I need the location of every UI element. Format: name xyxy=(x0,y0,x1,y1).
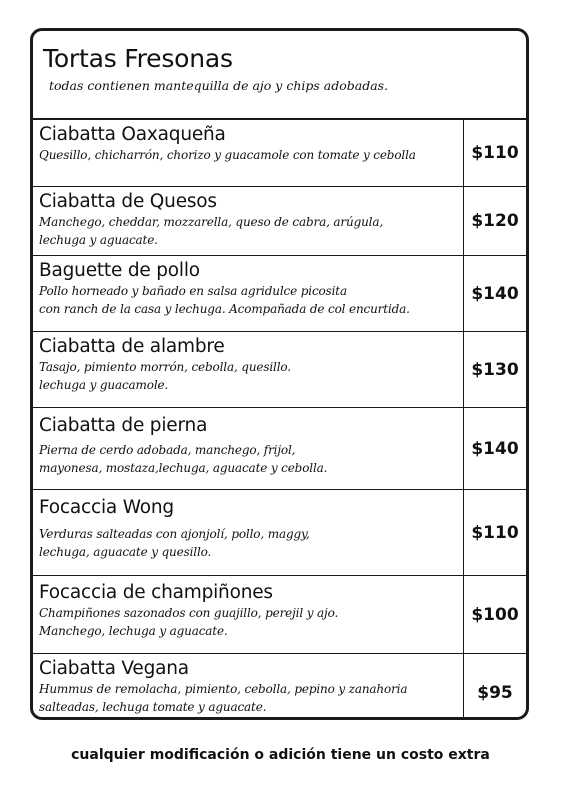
item-description: Verduras salteadas con ajonjolí, pollo, maggy, xyxy=(39,527,310,541)
item-name: Baguette de pollo xyxy=(39,260,200,281)
menu-row-ciabatta-de-alambre xyxy=(33,332,526,408)
item-cell xyxy=(33,120,464,186)
item-cell xyxy=(33,256,464,331)
item-cell xyxy=(33,408,464,489)
item-description: Manchego, lechuga y aguacate. xyxy=(39,624,228,638)
menu-subtitle: todas contienen mantequilla de ajo y chips adobadas. xyxy=(49,78,389,93)
item-description: lechuga, aguacate y quesillo. xyxy=(39,545,212,559)
item-description: lechuga y guacamole. xyxy=(39,378,169,392)
item-price: $140 xyxy=(471,283,519,304)
item-price: $130 xyxy=(471,359,519,380)
item-description: con ranch de la casa y lechuga. Acompañada de col encurtida. xyxy=(39,302,410,316)
menu-row-ciabatta-vegana xyxy=(33,654,526,720)
item-description: mayonesa, mostaza,lechuga, aguacate y cebolla. xyxy=(39,461,328,475)
item-description: Hummus de remolacha, pimiento, cebolla, pepino y zanahoria xyxy=(39,682,408,696)
menu-row-ciabatta-de-pierna xyxy=(33,408,526,490)
menu-row-ciabatta-oaxaquena xyxy=(33,120,526,187)
menu-board xyxy=(30,28,529,720)
item-cell xyxy=(33,187,464,255)
item-price: $100 xyxy=(471,604,519,625)
item-name: Ciabatta Oaxaqueña xyxy=(39,124,226,145)
item-description: Manchego, cheddar, mozzarella, queso de cabra, arúgula, xyxy=(39,215,384,229)
item-name: Ciabatta de pierna xyxy=(39,415,208,436)
item-price: $140 xyxy=(471,438,519,459)
item-description: Champiñones sazonados con guajillo, perejil y ajo. xyxy=(39,606,339,620)
item-description: Pierna de cerdo adobada, manchego, frijol, xyxy=(39,443,296,457)
item-description: salteadas, lechuga tomate y aguacate. xyxy=(39,700,267,714)
item-price: $110 xyxy=(471,522,519,543)
menu-row-ciabatta-de-quesos xyxy=(33,187,526,256)
item-name: Ciabatta de alambre xyxy=(39,336,225,357)
menu-row-focaccia-de-champinones xyxy=(33,576,526,654)
item-name: Focaccia de champiñones xyxy=(39,582,273,603)
menu-row-focaccia-wong xyxy=(33,490,526,576)
item-price: $110 xyxy=(471,143,519,163)
menu-row-baguette-de-pollo xyxy=(33,256,526,332)
item-cell xyxy=(33,654,464,720)
item-description: Tasajo, pimiento morrón, cebolla, quesillo. xyxy=(39,360,291,374)
item-cell xyxy=(33,576,464,653)
menu-title: Tortas Fresonas xyxy=(43,44,233,73)
footer-note: cualquier modificación o adición tiene un costo extra xyxy=(71,747,490,763)
item-name: Ciabatta de Quesos xyxy=(39,191,217,212)
item-description: lechuga y aguacate. xyxy=(39,233,158,247)
item-description: Pollo horneado y bañado en salsa agridulce picosita xyxy=(39,284,347,298)
item-price: $95 xyxy=(477,682,513,703)
item-price: $120 xyxy=(471,211,519,231)
item-cell xyxy=(33,490,464,575)
item-name: Ciabatta Vegana xyxy=(39,658,189,679)
item-description: Quesillo, chicharrón, chorizo y guacamole con tomate y cebolla xyxy=(39,148,416,162)
item-cell xyxy=(33,332,464,407)
menu-header xyxy=(33,31,526,120)
item-name: Focaccia Wong xyxy=(39,497,174,518)
